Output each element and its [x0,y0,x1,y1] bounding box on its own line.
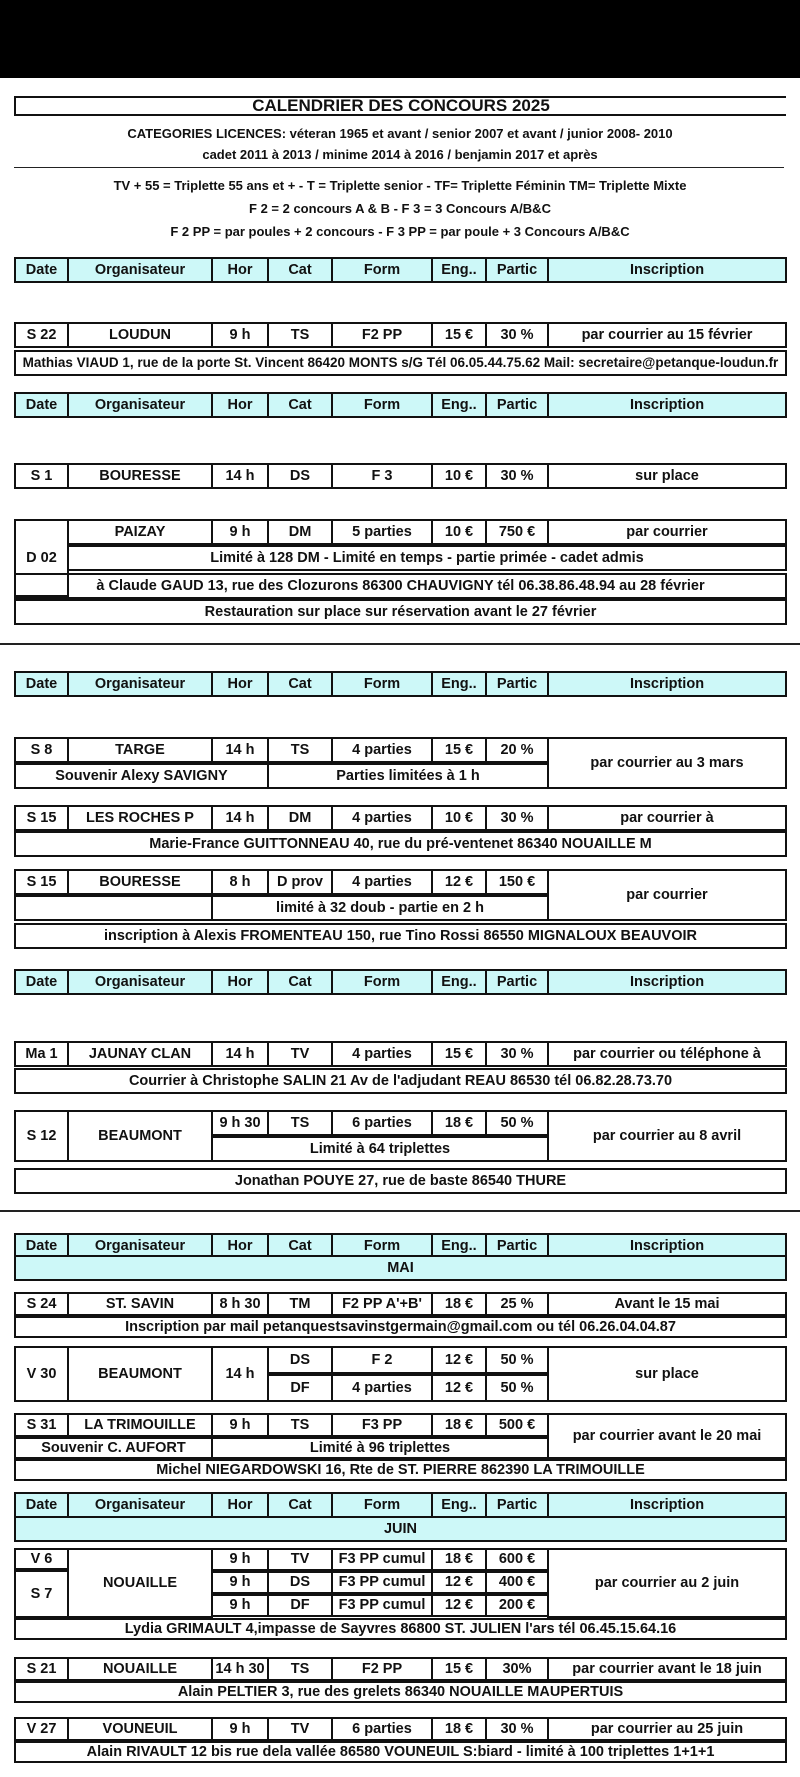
hor-cell: 8 h [211,869,269,895]
organisateur-cell: BEAUMONT [67,1110,213,1162]
partic-cell: 30 % [485,322,549,348]
eng-cell: 18 € [431,1548,487,1571]
eng-cell: 12 € [431,1594,487,1617]
header-organisateur: Organisateur [67,1492,213,1518]
info-line: Michel NIEGARDOWSKI 16, Rte de ST. PIERRE 862390 LA TRIMOUILLE [14,1459,787,1481]
header-inscription: Inscription [547,392,787,418]
partic-cell: 30 % [485,1041,549,1067]
inscription-cell: Avant le 15 mai [547,1292,787,1316]
info-line: Courrier à Christophe SALIN 21 Av de l'adjudant REAU 86530 tél 06.82.28.73.70 [14,1068,787,1094]
header-hor: Hor [211,969,269,995]
date-cell: S 12 [14,1110,69,1162]
form-cell: 5 parties [331,519,433,545]
eng-cell: 15 € [431,1041,487,1067]
header-inscription: Inscription [547,1233,787,1259]
month-jun: JUIN [14,1516,787,1542]
intro-line-4: F 2 = 2 concours A & B - F 3 = 3 Concours A/B&C [249,201,551,216]
note-cell: Limité à 96 triplettes [211,1437,549,1459]
date-cell: V 30 [14,1346,69,1402]
month-may: MAI [14,1255,787,1281]
date-cell: S 7 [14,1570,69,1618]
header-eng: Eng.. [431,392,487,418]
date-cell: Ma 1 [14,1041,69,1067]
cat-cell: TS [267,1110,333,1136]
intro-line-1: CATEGORIES LICENCES: véteran 1965 et avant / senior 2007 et avant / junior 2008- 2010 [127,126,673,141]
header-form: Form [331,1492,433,1518]
partic-cell: 30 % [485,805,549,831]
cat-cell: DS [267,1346,333,1374]
inscription-cell: par courrier ou téléphone à [547,1041,787,1067]
header-partic: Partic [485,969,549,995]
cat-cell: TV [267,1548,333,1571]
info-line: inscription à Alexis FROMENTEAU 150, rue Tino Rossi 86550 MIGNALOUX BEAUVOIR [14,923,787,949]
partic-cell: 200 € [485,1594,549,1617]
partic-cell: 30 % [485,463,549,489]
inscription-cell: sur place [547,1346,787,1402]
header-hor: Hor [211,671,269,697]
cat-cell: D prov [267,869,333,895]
header-eng: Eng.. [431,1492,487,1518]
inscription-cell: par courrier au 8 avril [547,1110,787,1162]
organisateur-cell: TARGE [67,737,213,763]
inscription-cell: par courrier au 2 juin [547,1548,787,1618]
organisateur-cell: BEAUMONT [67,1346,213,1402]
divider [14,167,784,168]
partic-cell: 600 € [485,1548,549,1571]
form-cell: F3 PP [331,1413,433,1437]
note-cell: limité à 32 doub - partie en 2 h [211,895,549,921]
hor-cell: 14 h [211,463,269,489]
header-organisateur: Organisateur [67,1233,213,1259]
eng-cell: 18 € [431,1110,487,1136]
header-hor: Hor [211,1492,269,1518]
hor-cell: 9 h [211,1571,269,1594]
header-form: Form [331,1233,433,1259]
section-divider [0,643,800,645]
hor-cell: 8 h 30 [211,1292,269,1316]
inscription-cell: par courrier [547,519,787,545]
eng-cell: 12 € [431,1346,487,1374]
eng-cell: 15 € [431,1657,487,1681]
eng-cell: 12 € [431,869,487,895]
inscription-cell: par courrier [547,869,787,921]
partic-cell: 30% [485,1657,549,1681]
cat-cell: TV [267,1717,333,1741]
partic-cell: 50 % [485,1346,549,1374]
info-line: Mathias VIAUD 1, rue de la porte St. Vincent 86420 MONTS s/G Tél 06.05.44.75.62 Mail: secretaire@petanque-loudun.fr [14,350,787,376]
header-eng: Eng.. [431,257,487,283]
inscription-cell: par courrier avant le 18 juin [547,1657,787,1681]
hor-cell: 9 h [211,322,269,348]
header-cat: Cat [267,392,333,418]
header-organisateur: Organisateur [67,392,213,418]
info-line: à Claude GAUD 13, rue des Clozurons 86300 CHAUVIGNY tél 06.38.86.48.94 au 28 février [14,573,787,599]
date-cell: D 02 [14,519,69,597]
eng-cell: 10 € [431,463,487,489]
form-cell: 4 parties [331,805,433,831]
organisateur-cell: NOUAILLE [67,1548,213,1618]
partic-cell: 50 % [485,1374,549,1402]
date-cell: V 6 [14,1548,69,1570]
cat-cell: TV [267,1041,333,1067]
partic-cell: 30 % [485,1717,549,1741]
top-black-bar [0,0,800,78]
header-cat: Cat [267,671,333,697]
organisateur-cell: PAIZAY [67,519,213,545]
organisateur-cell: VOUNEUIL [67,1717,213,1741]
cat-cell: TS [267,322,333,348]
header-inscription: Inscription [547,671,787,697]
cat-cell: TS [267,1413,333,1437]
header-cat: Cat [267,1233,333,1259]
cat-cell: DM [267,805,333,831]
cat-cell: DF [267,1374,333,1402]
hor-cell: 9 h [211,519,269,545]
header-organisateur: Organisateur [67,671,213,697]
cat-cell: DS [267,463,333,489]
organisateur-cell: BOURESSE [67,463,213,489]
inscription-cell: sur place [547,463,787,489]
header-date: Date [14,671,69,697]
hor-cell: 9 h 30 [211,1110,269,1136]
inscription-cell: par courrier au 25 juin [547,1717,787,1741]
form-cell: 4 parties [331,737,433,763]
hor-cell: 9 h [211,1413,269,1437]
partic-cell: 150 € [485,869,549,895]
hor-cell: 9 h [211,1594,269,1617]
eng-cell: 18 € [431,1292,487,1316]
date-cell: S 31 [14,1413,69,1437]
header-hor: Hor [211,1233,269,1259]
form-cell: F 2 [331,1346,433,1374]
inscription-cell: par courrier au 3 mars [547,737,787,789]
date-cell: S 24 [14,1292,69,1316]
cat-cell: DF [267,1594,333,1617]
header-form: Form [331,671,433,697]
date-cell: S 8 [14,737,69,763]
organisateur-cell: ST. SAVIN [67,1292,213,1316]
header-eng: Eng.. [431,671,487,697]
partic-cell: 500 € [485,1413,549,1437]
organisateur-cell: LA TRIMOUILLE [67,1413,213,1437]
info-line: Marie-France GUITTONNEAU 40, rue du pré-ventenet 86340 NOUAILLE M [14,831,787,857]
form-cell: F2 PP A'+B' [331,1292,433,1316]
eng-cell: 15 € [431,737,487,763]
header-date: Date [14,257,69,283]
partic-cell: 50 % [485,1110,549,1136]
organisateur-cell: BOURESSE [67,869,213,895]
form-cell: F3 PP cumul [331,1571,433,1594]
hor-cell: 14 h 30 [211,1657,269,1681]
header-cat: Cat [267,1492,333,1518]
organisateur-cell: LOUDUN [67,322,213,348]
cat-cell: DM [267,519,333,545]
header-partic: Partic [485,1233,549,1259]
info-line: Restauration sur place sur réservation avant le 27 février [14,599,787,625]
eng-cell: 18 € [431,1413,487,1437]
intro-line-3: TV + 55 = Triplette 55 ans et + - T = Triplette senior - TF= Triplette Féminin TM= Triplette Mixte [113,178,687,193]
date-cell: S 15 [14,869,69,895]
hor-cell: 14 h [211,805,269,831]
header-cat: Cat [267,257,333,283]
form-cell: F3 PP cumul [331,1548,433,1571]
hor-cell: 14 h [211,1346,269,1402]
intro-line-5: F 2 PP = par poules + 2 concours - F 3 PP = par poule + 3 Concours A/B&C [170,224,630,239]
note-cell: Parties limitées à 1 h [267,763,549,789]
eng-cell: 10 € [431,519,487,545]
header-partic: Partic [485,257,549,283]
eng-cell: 12 € [431,1374,487,1402]
header-date: Date [14,1492,69,1518]
header-eng: Eng.. [431,969,487,995]
header-organisateur: Organisateur [67,969,213,995]
form-cell: 4 parties [331,869,433,895]
date-cell: V 27 [14,1717,69,1741]
inscription-cell: par courrier au 15 février [547,322,787,348]
intro-line-2: cadet 2011 à 2013 / minime 2014 à 2016 / benjamin 2017 et après [202,147,598,162]
form-cell: F 3 [331,463,433,489]
organisateur-cell: LES ROCHES P [67,805,213,831]
cat-cell: TS [267,1657,333,1681]
cat-cell: TM [267,1292,333,1316]
partic-cell: 400 € [485,1571,549,1594]
form-cell: 6 parties [331,1110,433,1136]
header-date: Date [14,392,69,418]
header-partic: Partic [485,671,549,697]
section-divider [0,1210,800,1212]
eng-cell: 10 € [431,805,487,831]
header-inscription: Inscription [547,969,787,995]
empty-cell [14,895,213,921]
header-hor: Hor [211,392,269,418]
note-cell: Limité à 64 triplettes [211,1136,549,1162]
info-line: Lydia GRIMAULT 4,impasse de Sayvres 86800 ST. JULIEN l'ars tél 06.45.15.64.16 [14,1618,787,1640]
organisateur-cell: JAUNAY CLAN [67,1041,213,1067]
info-line: Inscription par mail petanquestsavinstgermain@gmail.com ou tél 06.26.04.04.87 [14,1316,787,1338]
cat-cell: DS [267,1571,333,1594]
cat-cell: TS [267,737,333,763]
eng-cell: 15 € [431,322,487,348]
form-cell: F2 PP [331,322,433,348]
form-cell: 4 parties [331,1041,433,1067]
form-cell: 6 parties [331,1717,433,1741]
header-eng: Eng.. [431,1233,487,1259]
header-inscription: Inscription [547,257,787,283]
inscription-cell: par courrier à [547,805,787,831]
hor-cell: 14 h [211,737,269,763]
header-inscription: Inscription [547,1492,787,1518]
header-form: Form [331,257,433,283]
form-cell: 4 parties [331,1374,433,1402]
header-date: Date [14,1233,69,1259]
date-cell: S 15 [14,805,69,831]
eng-cell: 12 € [431,1571,487,1594]
partic-cell: 20 % [485,737,549,763]
date-cell: S 1 [14,463,69,489]
page-title: CALENDRIER DES CONCOURS 2025 [14,96,786,116]
organisateur-cell: NOUAILLE [67,1657,213,1681]
header-partic: Partic [485,392,549,418]
souvenir-cell: Souvenir C. AUFORT [14,1437,213,1459]
eng-cell: 18 € [431,1717,487,1741]
header-hor: Hor [211,257,269,283]
header-organisateur: Organisateur [67,257,213,283]
info-line: Alain RIVAULT 12 bis rue dela vallée 86580 VOUNEUIL S:biard - limité à 100 triplettes 1+1+1 [14,1741,787,1763]
hor-cell: 14 h [211,1041,269,1067]
header-form: Form [331,392,433,418]
partic-cell: 750 € [485,519,549,545]
form-cell: F2 PP [331,1657,433,1681]
inscription-cell: par courrier avant le 20 mai [547,1413,787,1459]
header-partic: Partic [485,1492,549,1518]
date-cell: S 21 [14,1657,69,1681]
info-line: Limité à 128 DM - Limité en temps - partie primée - cadet admis [67,545,787,571]
partic-cell: 25 % [485,1292,549,1316]
info-line: Alain PELTIER 3, rue des grelets 86340 NOUAILLE MAUPERTUIS [14,1681,787,1703]
header-date: Date [14,969,69,995]
souvenir-cell: Souvenir Alexy SAVIGNY [14,763,269,789]
hor-cell: 9 h [211,1717,269,1741]
info-line: Jonathan POUYE 27, rue de baste 86540 THURE [14,1168,787,1194]
form-cell: F3 PP cumul [331,1594,433,1617]
header-cat: Cat [267,969,333,995]
hor-cell: 9 h [211,1548,269,1571]
date-cell: S 22 [14,322,69,348]
header-form: Form [331,969,433,995]
